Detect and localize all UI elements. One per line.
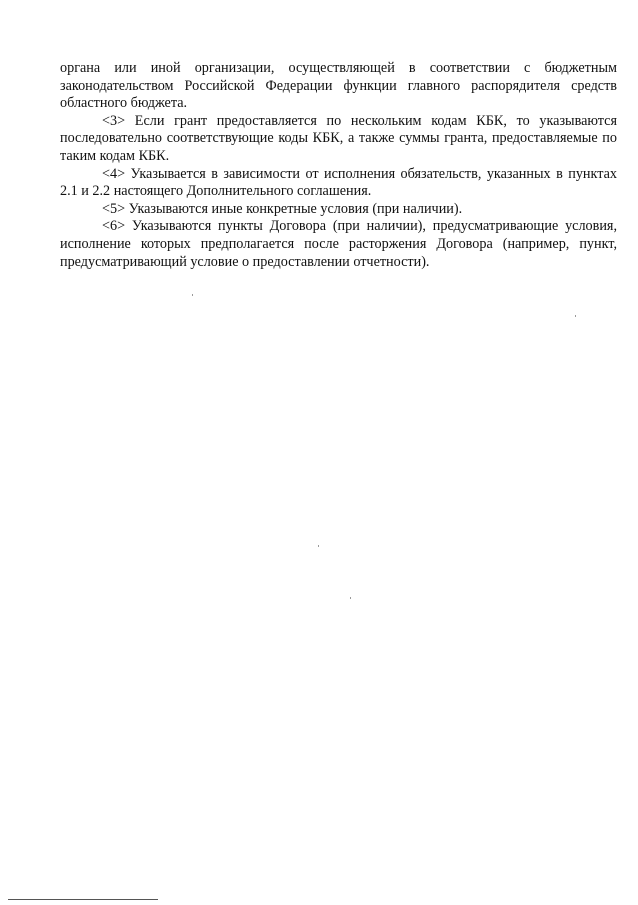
footnote-3: <3> Если грант предоставляется по нескольким кодам КБК, то указываются последовательно соответствующие коды КБК, а также суммы гранта, предоставляемые по таким кодам КБК. — [60, 112, 617, 164]
scan-speck — [318, 545, 319, 547]
scan-edge-line — [8, 899, 158, 900]
scan-speck — [350, 597, 351, 599]
scan-speck — [575, 315, 576, 317]
footnote-4: <4> Указывается в зависимости от исполнения обязательств, указанных в пунктах 2.1 и 2.2 настоящего Дополнительного соглашения. — [60, 165, 617, 200]
footnote-6: <6> Указываются пункты Договора (при наличии), предусматривающие условия, исполнение которых предполагается после расторжения Договора (например, пункт, предусматривающий условие о предоставлении отчетности). — [60, 218, 617, 270]
footnote-5: <5> Указываются иные конкретные условия (при наличии). — [102, 200, 463, 217]
document-page — [60, 60, 617, 271]
scan-speck — [192, 294, 193, 296]
paragraph-continuation: органа или иной организации, осуществляющей в соответствии с бюджетным законодательством Российской Федерации функции главного распорядителя средств областного бюджета. — [60, 60, 617, 112]
